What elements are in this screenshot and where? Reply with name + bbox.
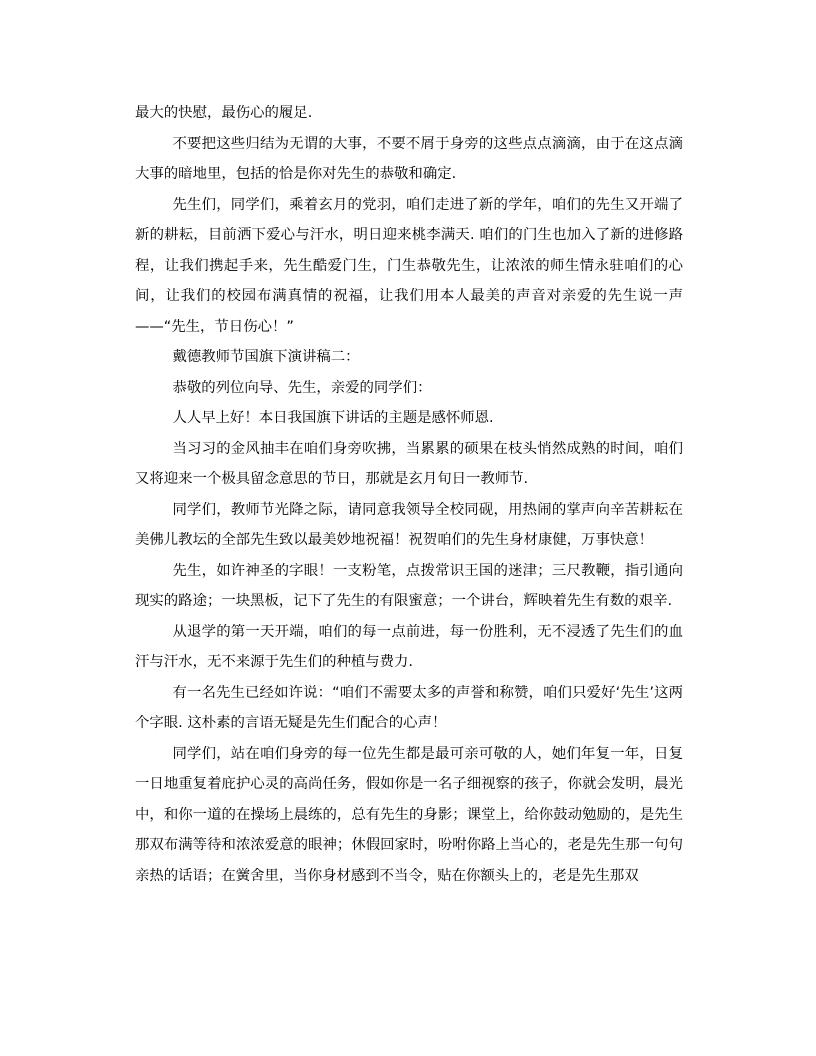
- paragraph: 人人早上好！本日我国旗下讲话的主题是感怀师恩.: [172, 410, 494, 426]
- paragraph: 恭敬的列位向导、先生，亲爱的同学们：: [172, 379, 432, 396]
- paragraph: 不要把这些归结为无谓的大事，不要不屑于身旁的这些点点滴滴，由于在这点滴大事的暗地里，包括的恰是你对先生的恭敬和确定.: [135, 135, 683, 182]
- paragraph: 同学们，站在咱们身旁的每一位先生都是最可亲可敬的人，她们年复一年，日复一日地重复着庇护心灵的高尚任务，假如你是一名子细视察的孩子，你就会发明，晨光中，和你一道的在操场上晨练的，总有先生的身影；课堂上，给你鼓动勉励的，是先生那双布满等待和浓浓爱意的眼神；休假回家时，吩咐你路上当心的，老是先生那一句句亲热的话语；在黉舍里，当你身材感到不当令，贴在你额头上的，老是先生那双: [135, 745, 683, 884]
- document-body: [135, 98, 683, 891]
- paragraph: 戴德教师节国旗下演讲稿二：: [172, 349, 360, 365]
- paragraph: 先生，如许神圣的字眼！一支粉笔，点拨常识王国的迷津；三尺教鞭，指引通向现实的路途；一块黑板，记下了先生的有限蜜意；一个讲台，辉映着先生有数的艰辛.: [135, 562, 683, 609]
- paragraph: 从退学的第一天开端，咱们的每一点前进，每一份胜利，无不浸透了先生们的血汗与汗水，无不来源于先生们的种植与费力.: [135, 623, 683, 670]
- paragraph: 最大的快慰，最伤心的履足.: [135, 105, 313, 121]
- paragraph: 同学们，教师节光降之际，请同意我领导全校同砚，用热闹的掌声向辛苦耕耘在美佛儿教坛的全部先生致以最美妙地祝福！祝贺咱们的先生身材康健，万事快意！: [135, 501, 683, 548]
- paragraph: 当习习的金风抽丰在咱们身旁吹拂，当累累的硕果在枝头悄然成熟的时间，咱们又将迎来一个极具留念意思的节日，那就是玄月旬日一教师节.: [135, 440, 683, 487]
- paragraph: 有一名先生已经如许说：“咱们不需要太多的声誉和称赞，咱们只爱好‘先生’这两个字眼. 这朴素的言语无疑是先生们配合的心声！: [135, 684, 683, 731]
- paragraph: 先生们，同学们，乘着玄月的党羽，咱们走进了新的学年，咱们的先生又开端了新的耕耘，目前洒下爱心与汗水，明日迎来桃李满天. 咱们的门生也加入了新的进修路程，让我们携起手来，先生酷爱门生，门生恭敬先生，让浓浓的师生情永驻咱们的心间，让我们的校园布满真情的祝福，让我们用本人最美的声音对亲爱的先生说一声——“先生，节日伤心！”: [135, 196, 683, 335]
